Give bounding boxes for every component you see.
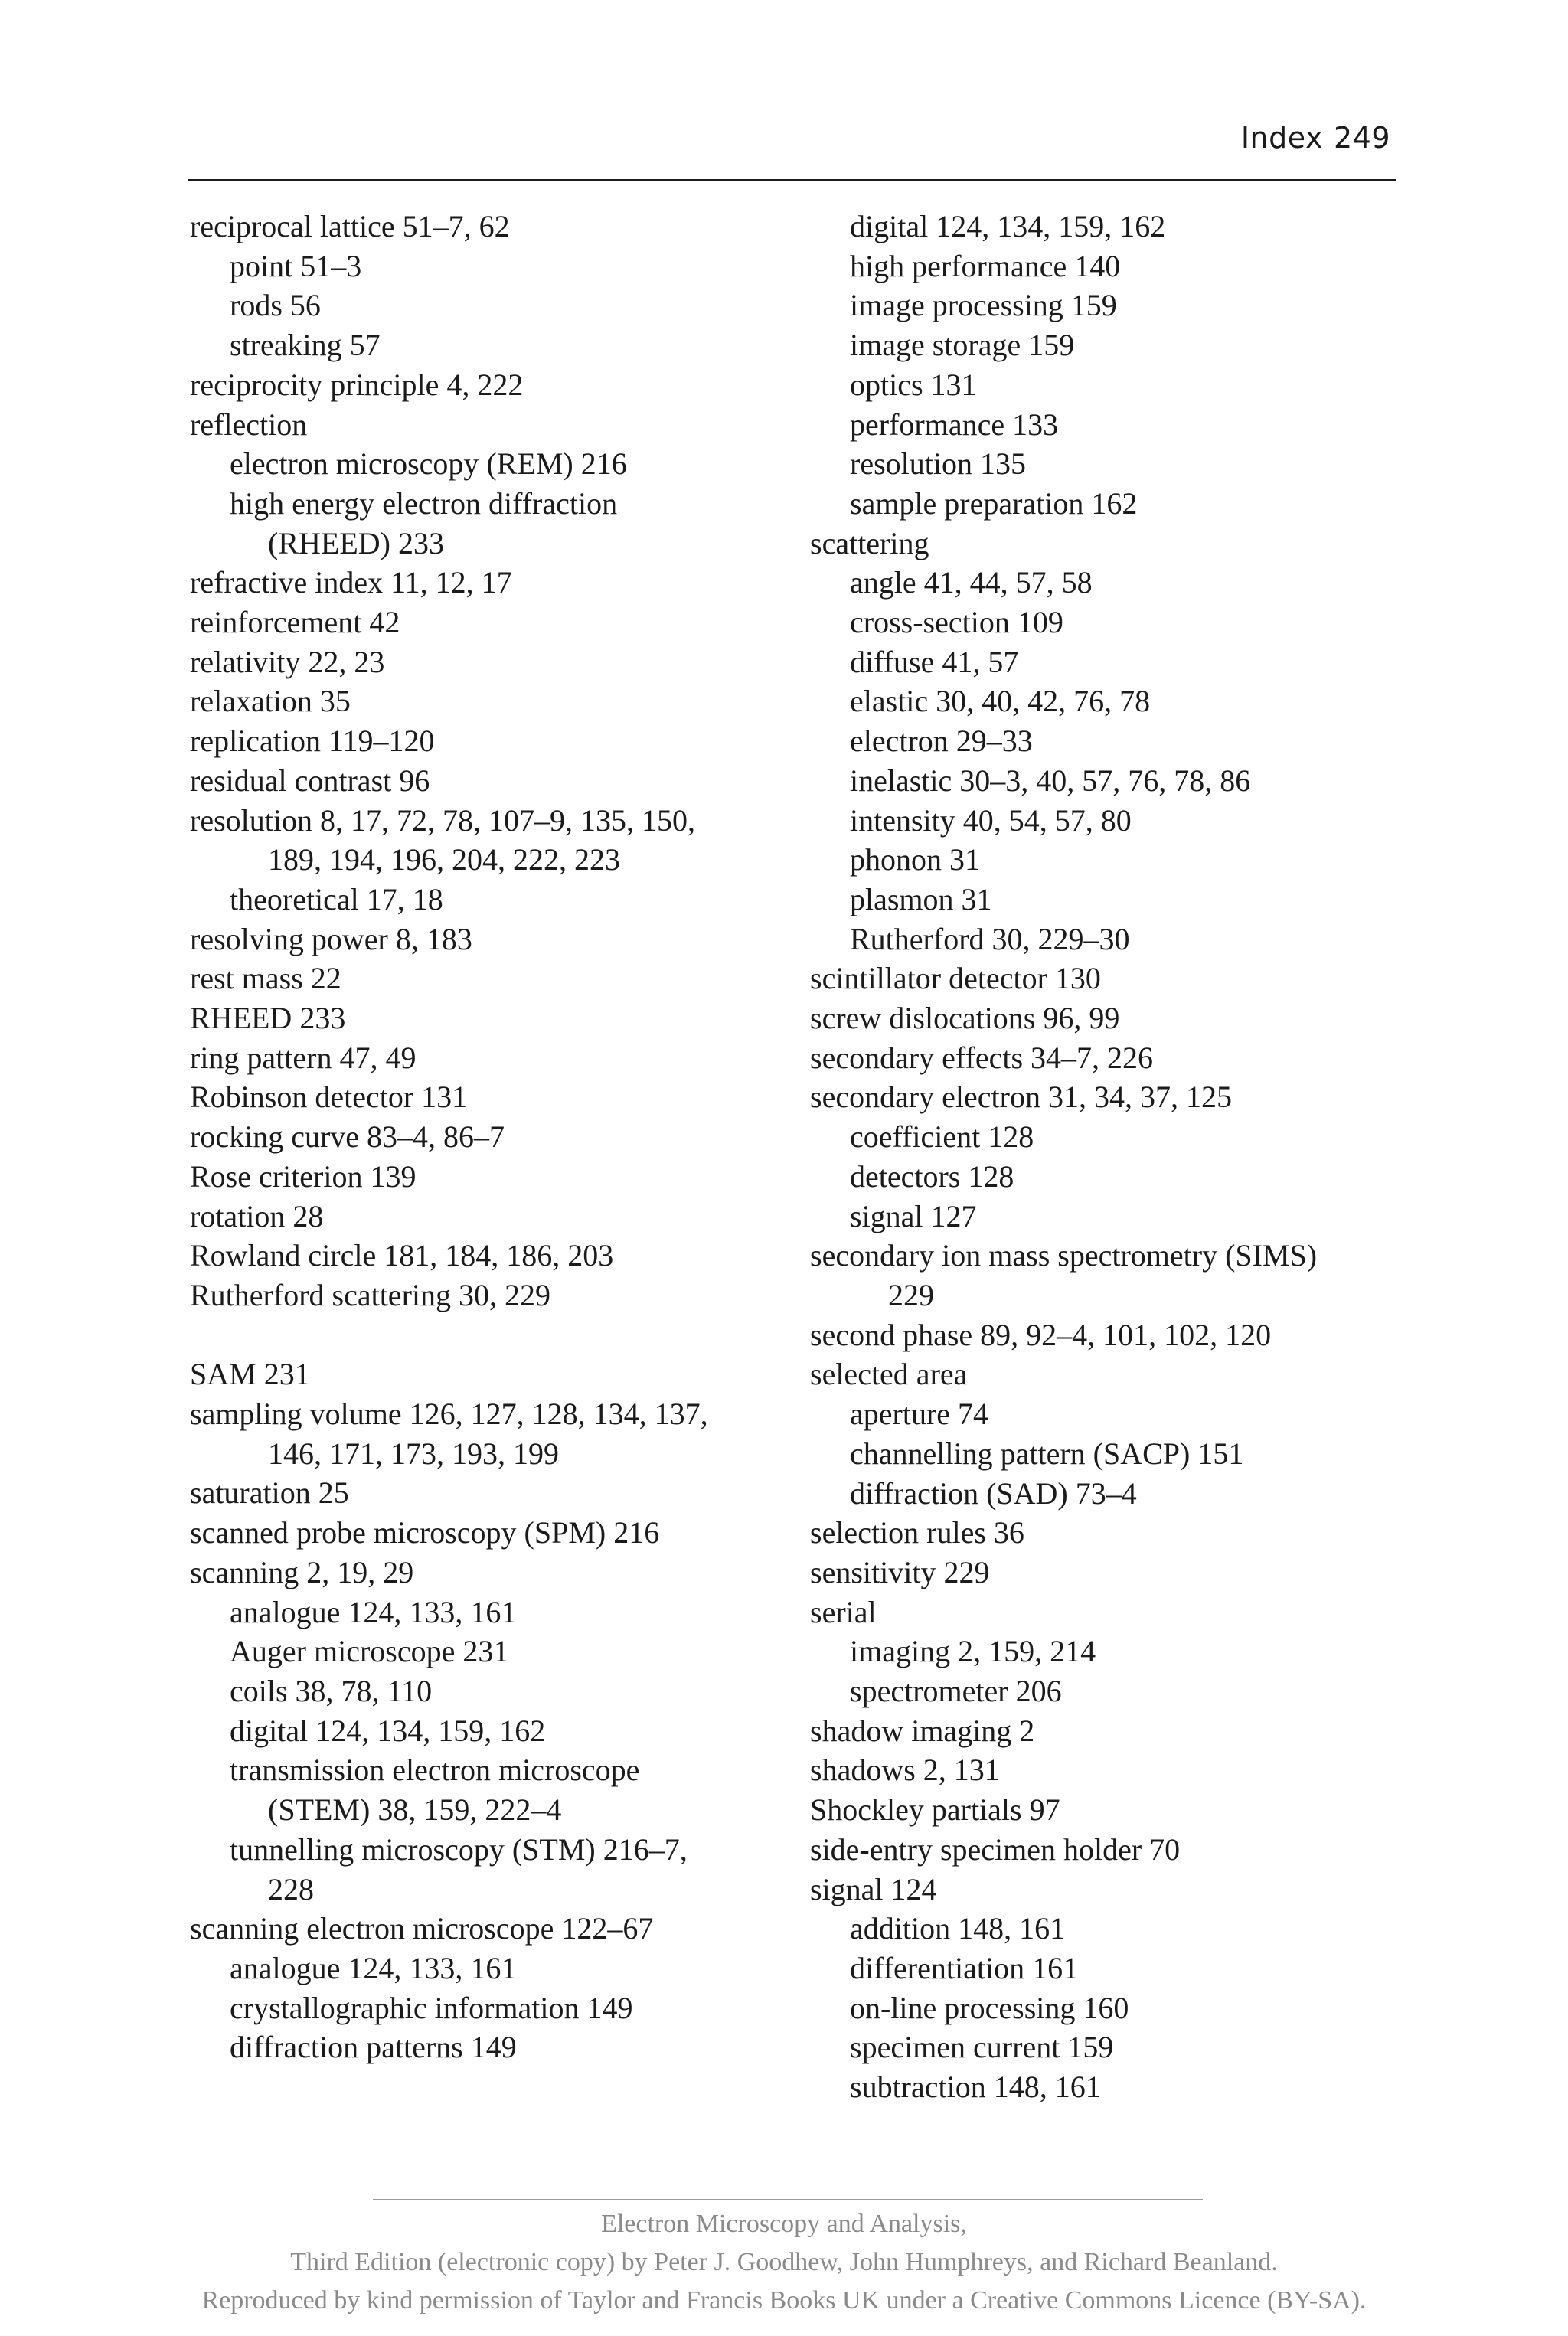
- index-entry: residual contrast 96: [190, 763, 430, 798]
- page-number: 249: [1333, 121, 1390, 155]
- index-entry: Rowland circle 181, 184, 186, 203: [190, 1238, 614, 1273]
- index-entry: scattering: [810, 525, 929, 560]
- index-entry: screw dislocations 96, 99: [810, 1001, 1120, 1036]
- index-subentry: theoretical 17, 18: [230, 881, 443, 916]
- index-subentry: inelastic 30–3, 40, 57, 76, 78, 86: [850, 763, 1251, 798]
- index-entry: resolving power 8, 183: [190, 921, 472, 956]
- index-entry: relaxation 35: [190, 684, 351, 719]
- index-subentry: high performance 140: [850, 248, 1121, 283]
- index-subentry: diffraction patterns 149: [230, 2030, 517, 2065]
- index-subentry: performance 133: [850, 407, 1059, 442]
- index-subentry: imaging 2, 159, 214: [850, 1634, 1096, 1669]
- footer-rule: [373, 2199, 1203, 2200]
- running-header: [1241, 121, 1390, 155]
- index-entry: ring pattern 47, 49: [190, 1040, 416, 1075]
- index-continuation: 189, 194, 196, 204, 222, 223: [268, 842, 620, 877]
- index-subentry: image storage 159: [850, 328, 1075, 363]
- index-entry: selection rules 36: [810, 1515, 1024, 1550]
- index-subentry: electron microscopy (REM) 216: [230, 446, 627, 482]
- index-entry: secondary electron 31, 34, 37, 125: [810, 1080, 1232, 1115]
- index-entry: rocking curve 83–4, 86–7: [190, 1119, 505, 1155]
- index-subentry: plasmon 31: [850, 881, 992, 916]
- footer: [0, 2205, 1568, 2320]
- index-continuation: 229: [888, 1277, 934, 1312]
- index-subentry: electron 29–33: [850, 724, 1033, 759]
- index-continuation: 146, 171, 173, 193, 199: [268, 1436, 559, 1471]
- index-entry: refractive index 11, 12, 17: [190, 565, 512, 600]
- index-entry: reinforcement 42: [190, 605, 400, 640]
- index-subentry: Rutherford 30, 229–30: [850, 921, 1130, 956]
- index-subentry: transmission electron microscope: [230, 1753, 640, 1788]
- index-entry: Rutherford scattering 30, 229: [190, 1277, 550, 1312]
- index-entry: secondary effects 34–7, 226: [810, 1040, 1154, 1075]
- index-entry: reciprocal lattice 51–7, 62: [190, 209, 510, 243]
- index-subentry: specimen current 159: [850, 2030, 1114, 2065]
- index-subentry: Auger microscope 231: [230, 1634, 509, 1669]
- index-subentry: optics 131: [850, 367, 977, 402]
- index-entry: second phase 89, 92–4, 101, 102, 120: [810, 1317, 1272, 1352]
- index-subentry: tunnelling microscopy (STM) 216–7,: [230, 1831, 688, 1867]
- index-subentry: channelling pattern (SACP) 151: [850, 1436, 1244, 1471]
- footer-line-3: Reproduced by kind permission of Taylor and Francis Books UK under a Creative Commons Licence (BY-SA).: [201, 2286, 1367, 2315]
- index-entry: replication 119–120: [190, 724, 435, 759]
- index-subentry: intensity 40, 54, 57, 80: [850, 802, 1132, 838]
- footer-line-2: Third Edition (electronic copy) by Peter J. Goodhew, John Humphreys, and Richard Beanland.: [290, 2248, 1278, 2276]
- index-entry: shadows 2, 131: [810, 1753, 1000, 1788]
- index-continuation: (RHEED) 233: [268, 525, 444, 560]
- index-entry: Rose criterion 139: [190, 1158, 416, 1194]
- index-subentry: high energy electron diffraction: [230, 485, 618, 521]
- index-entry: Robinson detector 131: [190, 1080, 468, 1115]
- index-subentry: detectors 128: [850, 1158, 1014, 1194]
- index-entry: secondary ion mass spectrometry (SIMS): [810, 1238, 1318, 1273]
- index-entry: side-entry specimen holder 70: [810, 1831, 1181, 1867]
- index-entry: shadow imaging 2: [810, 1713, 1035, 1748]
- index-entry: scanning electron microscope 122–67: [190, 1911, 654, 1946]
- index-subentry: cross-section 109: [850, 605, 1063, 640]
- index-entry: scintillator detector 130: [810, 961, 1101, 996]
- index-subentry: point 51–3: [230, 248, 362, 283]
- index-entry: sampling volume 126, 127, 128, 134, 137,: [190, 1397, 708, 1432]
- index-subentry: subtraction 148, 161: [850, 2070, 1101, 2105]
- index-subentry: coefficient 128: [850, 1119, 1034, 1155]
- index-subentry: resolution 135: [850, 446, 1026, 482]
- index-entry: rotation 28: [190, 1198, 324, 1233]
- index-subentry: aperture 74: [850, 1397, 989, 1432]
- index-continuation: 228: [268, 1871, 314, 1906]
- index-subentry: diffraction (SAD) 73–4: [850, 1475, 1137, 1511]
- index-entry: sensitivity 229: [810, 1554, 990, 1589]
- index-entry: resolution 8, 17, 72, 78, 107–9, 135, 150,: [190, 802, 695, 838]
- index-entry: scanned probe microscopy (SPM) 216: [190, 1515, 660, 1550]
- index-continuation: (STEM) 38, 159, 222–4: [268, 1792, 562, 1828]
- index-entry: relativity 22, 23: [190, 644, 385, 679]
- index-column-right: [810, 207, 1407, 2107]
- index-subentry: analogue 124, 133, 161: [230, 1950, 517, 1985]
- index-entry: serial: [810, 1594, 877, 1629]
- index-subentry: elastic 30, 40, 42, 76, 78: [850, 684, 1151, 719]
- index-entry: RHEED 233: [190, 1001, 346, 1036]
- index-subentry: signal 127: [850, 1198, 977, 1233]
- index-entry: SAM 231: [190, 1357, 310, 1392]
- index-entry: signal 124: [810, 1871, 937, 1906]
- index-entry: scanning 2, 19, 29: [190, 1554, 414, 1589]
- index-subentry: sample preparation 162: [850, 485, 1138, 521]
- index-entry: reflection: [190, 407, 308, 442]
- index-subentry: digital 124, 134, 159, 162: [850, 209, 1166, 243]
- index-subentry: differentiation 161: [850, 1950, 1079, 1985]
- header-rule: [188, 179, 1396, 181]
- index-subentry: on-line processing 160: [850, 1990, 1129, 2025]
- index-subentry: diffuse 41, 57: [850, 644, 1019, 679]
- index-subentry: streaking 57: [230, 328, 381, 363]
- index-entry: Shockley partials 97: [810, 1792, 1060, 1828]
- index-column-left: [190, 207, 802, 2067]
- section-gap: [190, 1315, 802, 1355]
- index-entry: saturation 25: [190, 1475, 349, 1511]
- index-entry: reciprocity principle 4, 222: [190, 367, 524, 402]
- index-entry: selected area: [810, 1357, 968, 1392]
- index-subentry: addition 148, 161: [850, 1911, 1066, 1946]
- header-section-title: Index: [1240, 121, 1323, 155]
- footer-line-1: Electron Microscopy and Analysis,: [601, 2210, 967, 2238]
- index-subentry: crystallographic information 149: [230, 1990, 633, 2025]
- index-subentry: phonon 31: [850, 842, 980, 877]
- index-subentry: analogue 124, 133, 161: [230, 1594, 517, 1629]
- index-entry: rest mass 22: [190, 961, 341, 996]
- index-subentry: digital 124, 134, 159, 162: [230, 1713, 546, 1748]
- index-subentry: image processing 159: [850, 288, 1117, 323]
- index-subentry: spectrometer 206: [850, 1674, 1062, 1709]
- index-subentry: coils 38, 78, 110: [230, 1674, 433, 1708]
- index-subentry: rods 56: [230, 288, 321, 323]
- index-subentry: angle 41, 44, 57, 58: [850, 565, 1093, 600]
